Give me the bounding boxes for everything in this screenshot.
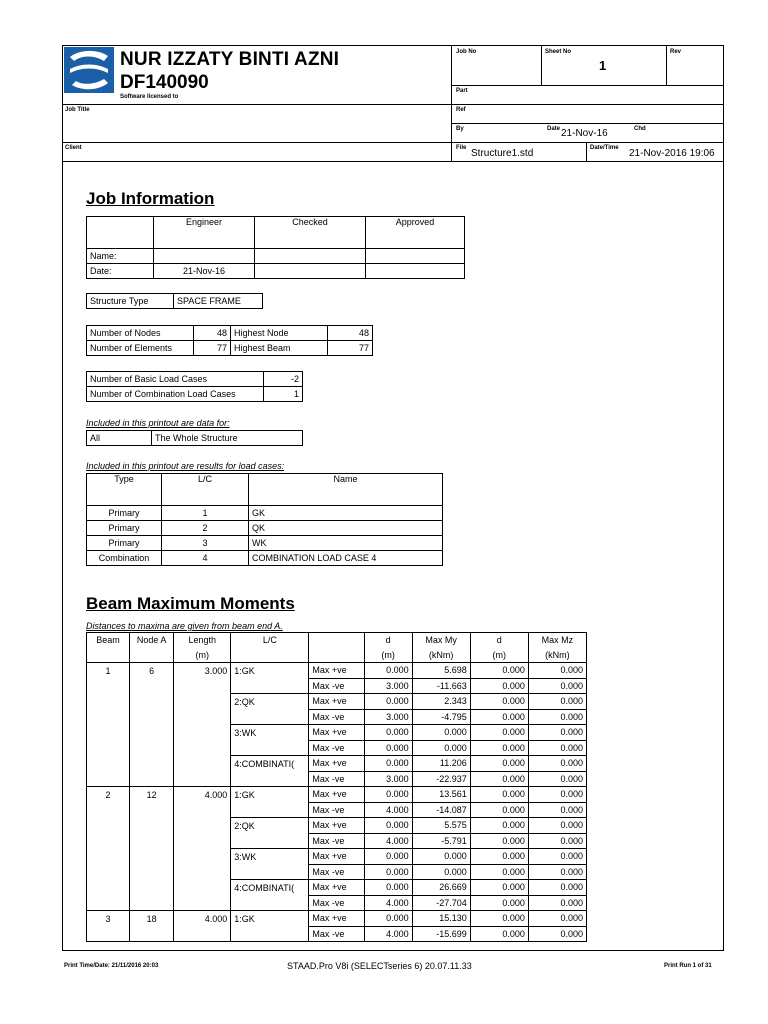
footer-print-time: Print Time/Date: 21/11/2016 20:03 <box>64 963 159 969</box>
table-cell <box>231 833 309 849</box>
date-label: Date <box>547 126 561 132</box>
table-cell: -5.791 <box>412 833 470 849</box>
name-label: Name: <box>87 249 154 264</box>
table-row <box>87 833 587 849</box>
table-row <box>87 849 587 865</box>
table-cell: -11.663 <box>412 678 470 694</box>
table-cell <box>87 709 130 725</box>
table-row <box>87 864 587 880</box>
table-cell: Max -ve <box>309 740 364 756</box>
name-approved <box>366 249 465 264</box>
table-cell: 0.000 <box>364 880 412 896</box>
table-cell: 0.000 <box>364 911 412 927</box>
nodes-value: 48 <box>194 326 231 341</box>
table-cell: Max -ve <box>309 833 364 849</box>
grid-line <box>451 104 723 105</box>
table-cell <box>87 895 130 911</box>
lc-number: 1 <box>162 506 249 521</box>
table-cell <box>130 849 174 865</box>
table-cell: Max -ve <box>309 802 364 818</box>
col-checked: Checked <box>255 217 366 249</box>
table-cell: 11.206 <box>412 756 470 772</box>
col-engineer: Engineer <box>154 217 255 249</box>
table-cell <box>231 771 309 787</box>
nodes-elements-table <box>86 325 373 356</box>
table-cell <box>174 833 231 849</box>
included-whole: The Whole Structure <box>152 431 303 446</box>
highest-node-value: 48 <box>328 326 373 341</box>
table-cell: 0.000 <box>412 864 470 880</box>
table-cell: 5.575 <box>412 818 470 834</box>
table-cell: 0.000 <box>528 849 586 865</box>
sheet-no-label: Sheet No <box>545 49 572 55</box>
highest-beam-value: 77 <box>328 341 373 356</box>
table-cell: 0.000 <box>528 725 586 741</box>
grid-line <box>451 85 723 86</box>
table-cell: 0.000 <box>412 740 470 756</box>
table-row <box>87 787 587 803</box>
staad-logo <box>64 47 114 93</box>
bm-header-beam: Beam <box>87 633 130 648</box>
job-info-table <box>86 216 465 279</box>
table-cell: -14.087 <box>412 802 470 818</box>
ref-label: Ref <box>456 107 466 113</box>
table-cell: 0.000 <box>528 663 586 679</box>
grid-line <box>62 142 452 143</box>
bm-header-blank <box>309 633 364 648</box>
bm-subheader <box>130 648 174 663</box>
table-row <box>87 663 587 679</box>
table-cell: 4.000 <box>364 833 412 849</box>
table-row <box>87 911 587 927</box>
table-cell <box>87 802 130 818</box>
table-cell: 2 <box>87 787 130 803</box>
table-row <box>87 709 587 725</box>
table-cell <box>130 895 174 911</box>
table-cell <box>174 926 231 942</box>
bm-header-length: Length <box>174 633 231 648</box>
table-cell: 0.000 <box>364 756 412 772</box>
table-cell: 0.000 <box>364 787 412 803</box>
table-cell: 0.000 <box>364 818 412 834</box>
table-cell: 3:WK <box>231 849 309 865</box>
table-cell: 4.000 <box>174 787 231 803</box>
grid-line <box>451 142 723 143</box>
table-row <box>87 880 587 896</box>
table-cell <box>174 740 231 756</box>
table-cell <box>87 694 130 710</box>
table-cell: 0.000 <box>364 694 412 710</box>
table-cell: 0.000 <box>528 802 586 818</box>
table-cell <box>174 756 231 772</box>
date-label: Date: <box>87 264 154 279</box>
table-row <box>87 802 587 818</box>
table-cell <box>130 694 174 710</box>
table-cell: -15.699 <box>412 926 470 942</box>
included-results-note: Included in this printout are results for load cases: <box>86 461 285 471</box>
bm-subheader-length-unit: (m) <box>174 648 231 663</box>
table-cell <box>130 802 174 818</box>
table-cell: Max -ve <box>309 678 364 694</box>
table-cell: 0.000 <box>364 864 412 880</box>
table-cell: 0.000 <box>364 740 412 756</box>
table-cell <box>231 802 309 818</box>
table-cell: 0.000 <box>470 880 528 896</box>
table-cell <box>87 756 130 772</box>
table-cell: Max +ve <box>309 787 364 803</box>
table-cell: 3:WK <box>231 725 309 741</box>
table-cell: Max +ve <box>309 694 364 710</box>
lc-number: 4 <box>162 551 249 566</box>
table-cell: 6 <box>130 663 174 679</box>
table-cell <box>130 818 174 834</box>
grid-line <box>586 142 587 161</box>
table-cell: 0.000 <box>470 926 528 942</box>
lc-type: Primary <box>87 536 162 551</box>
table-cell <box>130 833 174 849</box>
table-cell: 0.000 <box>470 740 528 756</box>
lc-type: Primary <box>87 506 162 521</box>
table-cell: 1 <box>87 663 130 679</box>
table-row <box>87 818 587 834</box>
table-cell: 0.000 <box>364 849 412 865</box>
table-cell: 13.561 <box>412 787 470 803</box>
client-label: Client <box>65 145 82 151</box>
bm-header-d2: d <box>470 633 528 648</box>
table-cell: 4.000 <box>174 911 231 927</box>
table-cell: -27.704 <box>412 895 470 911</box>
table-cell: 3.000 <box>364 678 412 694</box>
table-cell: 1:GK <box>231 787 309 803</box>
table-cell: 0.000 <box>470 725 528 741</box>
bm-header-node-a: Node A <box>130 633 174 648</box>
table-cell: 0.000 <box>528 833 586 849</box>
table-cell: 1:GK <box>231 663 309 679</box>
grid-line <box>541 45 542 86</box>
table-cell: 3.000 <box>364 771 412 787</box>
table-cell: 0.000 <box>470 864 528 880</box>
table-cell <box>174 771 231 787</box>
table-cell: 0.000 <box>528 678 586 694</box>
table-cell: 0.000 <box>470 787 528 803</box>
table-cell: 4:COMBINATI( <box>231 880 309 896</box>
table-cell <box>231 926 309 942</box>
table-cell: Max -ve <box>309 771 364 787</box>
date-checked <box>255 264 366 279</box>
lc-name: GK <box>249 506 443 521</box>
bm-header-lc: L/C <box>231 633 309 648</box>
table-cell: -22.937 <box>412 771 470 787</box>
table-cell: 0.000 <box>470 709 528 725</box>
structure-type-label: Structure Type <box>87 294 174 309</box>
table-cell: Max +ve <box>309 911 364 927</box>
file-label: File <box>456 145 467 151</box>
table-cell <box>87 740 130 756</box>
table-row <box>87 694 587 710</box>
table-cell <box>130 756 174 772</box>
table-cell: 26.669 <box>412 880 470 896</box>
rev-label: Rev <box>670 49 682 55</box>
table-cell <box>130 926 174 942</box>
included-data-note: Included in this printout are data for: <box>86 418 230 428</box>
table-cell <box>174 694 231 710</box>
job-no-label: Job No <box>456 49 477 55</box>
table-cell: 4.000 <box>364 926 412 942</box>
table-cell <box>130 880 174 896</box>
table-cell <box>130 771 174 787</box>
bm-subheader <box>231 648 309 663</box>
table-cell <box>130 725 174 741</box>
lc-type: Primary <box>87 521 162 536</box>
bm-subheader <box>87 648 130 663</box>
col-approved: Approved <box>366 217 465 249</box>
table-cell <box>130 709 174 725</box>
table-cell <box>174 864 231 880</box>
table-cell: Max +ve <box>309 818 364 834</box>
table-cell: 0.000 <box>528 864 586 880</box>
sheet-no-value: 1 <box>599 58 607 73</box>
table-cell: 0.000 <box>470 663 528 679</box>
table-cell <box>174 895 231 911</box>
date-engineer: 21-Nov-16 <box>154 264 255 279</box>
table-cell <box>130 740 174 756</box>
footer-print-run: Print Run 1 of 31 <box>664 963 712 969</box>
nodes-label: Number of Nodes <box>87 326 194 341</box>
load-case-count-table <box>86 371 303 402</box>
table-cell: 0.000 <box>364 663 412 679</box>
date-approved <box>366 264 465 279</box>
table-cell: 0.000 <box>528 911 586 927</box>
table-cell: 0.000 <box>528 694 586 710</box>
table-row <box>87 678 587 694</box>
lc-name: WK <box>249 536 443 551</box>
table-cell: 0.000 <box>470 911 528 927</box>
grid-line <box>451 123 723 124</box>
table-cell: 2:QK <box>231 818 309 834</box>
table-cell <box>87 926 130 942</box>
table-cell <box>174 678 231 694</box>
bm-subheader-d2-unit: (m) <box>470 648 528 663</box>
table-cell: 0.000 <box>470 694 528 710</box>
lc-header-lc: L/C <box>162 474 249 506</box>
table-cell <box>231 895 309 911</box>
table-row <box>87 725 587 741</box>
table-cell <box>174 818 231 834</box>
table-cell: 0.000 <box>470 818 528 834</box>
table-cell <box>87 864 130 880</box>
table-cell: 3.000 <box>364 709 412 725</box>
table-cell: 0.000 <box>528 709 586 725</box>
datetime-label: Date/Time <box>590 145 619 151</box>
lc-name: QK <box>249 521 443 536</box>
file-value: Structure1.std <box>471 148 534 159</box>
included-data-table <box>86 430 303 446</box>
bm-subheader-my-unit: (kNm) <box>412 648 470 663</box>
licensee-id: DF140090 <box>120 72 209 93</box>
job-information-title: Job Information <box>86 189 215 208</box>
table-cell: Max +ve <box>309 849 364 865</box>
table-cell: Max -ve <box>309 926 364 942</box>
comb-lc-label: Number of Combination Load Cases <box>87 387 264 402</box>
lc-header-name: Name <box>249 474 443 506</box>
highest-beam-label: Highest Beam <box>231 341 328 356</box>
table-cell <box>231 678 309 694</box>
table-cell <box>87 849 130 865</box>
table-cell: Max +ve <box>309 880 364 896</box>
table-cell: 5.698 <box>412 663 470 679</box>
table-cell: 0.000 <box>470 895 528 911</box>
by-label: By <box>456 126 464 132</box>
licensee-name: NUR IZZATY BINTI AZNI <box>120 49 340 70</box>
lc-type: Combination <box>87 551 162 566</box>
software-licensed-label: Software licensed to <box>120 94 179 100</box>
table-row <box>87 771 587 787</box>
table-cell: 0.000 <box>528 740 586 756</box>
table-cell <box>130 678 174 694</box>
table-cell: 0.000 <box>412 849 470 865</box>
table-cell: 4:COMBINATI( <box>231 756 309 772</box>
table-cell <box>174 880 231 896</box>
table-cell <box>231 740 309 756</box>
table-row <box>87 756 587 772</box>
table-cell <box>87 880 130 896</box>
table-cell: 0.000 <box>470 678 528 694</box>
table-cell <box>231 864 309 880</box>
lc-header-type: Type <box>87 474 162 506</box>
table-cell: 1:GK <box>231 911 309 927</box>
table-cell: 3.000 <box>174 663 231 679</box>
table-cell <box>231 709 309 725</box>
table-cell: 12 <box>130 787 174 803</box>
name-engineer <box>154 249 255 264</box>
table-cell: Max +ve <box>309 725 364 741</box>
grid-line <box>62 104 452 105</box>
table-cell: Max -ve <box>309 895 364 911</box>
table-cell <box>130 864 174 880</box>
load-case-table <box>86 473 443 566</box>
table-cell <box>174 849 231 865</box>
structure-type-value: SPACE FRAME <box>174 294 263 309</box>
table-cell: Max -ve <box>309 709 364 725</box>
table-cell: 0.000 <box>364 725 412 741</box>
table-cell: 0.000 <box>412 725 470 741</box>
table-cell <box>87 771 130 787</box>
table-cell: 0.000 <box>528 818 586 834</box>
table-cell: 18 <box>130 911 174 927</box>
chd-label: Chd <box>634 126 646 132</box>
table-row <box>87 926 587 942</box>
bm-header-d1: d <box>364 633 412 648</box>
bm-subheader-d1-unit: (m) <box>364 648 412 663</box>
table-cell: 0.000 <box>470 802 528 818</box>
bm-subheader-mz-unit: (kNm) <box>528 648 586 663</box>
table-cell: 0.000 <box>528 926 586 942</box>
table-row <box>87 740 587 756</box>
included-all: All <box>87 431 152 446</box>
footer-software: STAAD.Pro V8i (SELECTseries 6) 20.07.11.33 <box>287 961 472 971</box>
beam-moments-title: Beam Maximum Moments <box>86 594 295 613</box>
datetime-value: 21-Nov-2016 19:06 <box>629 148 715 159</box>
date-value: 21-Nov-16 <box>561 128 608 139</box>
blank-cell <box>87 217 154 249</box>
table-cell: 2.343 <box>412 694 470 710</box>
table-cell <box>87 818 130 834</box>
lc-name: COMBINATION LOAD CASE 4 <box>249 551 443 566</box>
lc-number: 2 <box>162 521 249 536</box>
beam-moments-note: Distances to maxima are given from beam end A. <box>86 621 283 631</box>
table-cell: Max +ve <box>309 663 364 679</box>
job-title-label: Job Title <box>65 107 90 113</box>
table-cell: 0.000 <box>470 849 528 865</box>
table-cell: Max +ve <box>309 756 364 772</box>
structure-type-table <box>86 293 263 309</box>
beam-moments-table <box>86 632 587 942</box>
table-cell <box>87 678 130 694</box>
table-cell: 0.000 <box>470 833 528 849</box>
highest-node-label: Highest Node <box>231 326 328 341</box>
table-cell <box>87 725 130 741</box>
table-cell: -4.795 <box>412 709 470 725</box>
table-cell: Max -ve <box>309 864 364 880</box>
title-block-divider <box>451 45 452 161</box>
comb-lc-value: 1 <box>264 387 303 402</box>
table-cell: 0.000 <box>528 787 586 803</box>
table-row <box>87 895 587 911</box>
elements-value: 77 <box>194 341 231 356</box>
table-cell: 0.000 <box>470 756 528 772</box>
basic-lc-value: -2 <box>264 372 303 387</box>
table-cell: 0.000 <box>528 771 586 787</box>
grid-line <box>666 45 667 86</box>
table-cell: 0.000 <box>470 771 528 787</box>
table-cell <box>174 802 231 818</box>
lc-number: 3 <box>162 536 249 551</box>
table-cell: 3 <box>87 911 130 927</box>
basic-lc-label: Number of Basic Load Cases <box>87 372 264 387</box>
table-cell <box>87 833 130 849</box>
elements-label: Number of Elements <box>87 341 194 356</box>
table-cell: 15.130 <box>412 911 470 927</box>
bm-subheader <box>309 648 364 663</box>
table-cell: 2:QK <box>231 694 309 710</box>
part-label: Part <box>456 88 468 94</box>
table-cell <box>174 725 231 741</box>
table-cell: 0.000 <box>528 895 586 911</box>
bm-header-max-mz: Max Mz <box>528 633 586 648</box>
bm-header-max-my: Max My <box>412 633 470 648</box>
name-checked <box>255 249 366 264</box>
table-cell: 4.000 <box>364 802 412 818</box>
table-cell: 0.000 <box>528 756 586 772</box>
table-cell <box>174 709 231 725</box>
table-cell: 0.000 <box>528 880 586 896</box>
table-cell: 4.000 <box>364 895 412 911</box>
